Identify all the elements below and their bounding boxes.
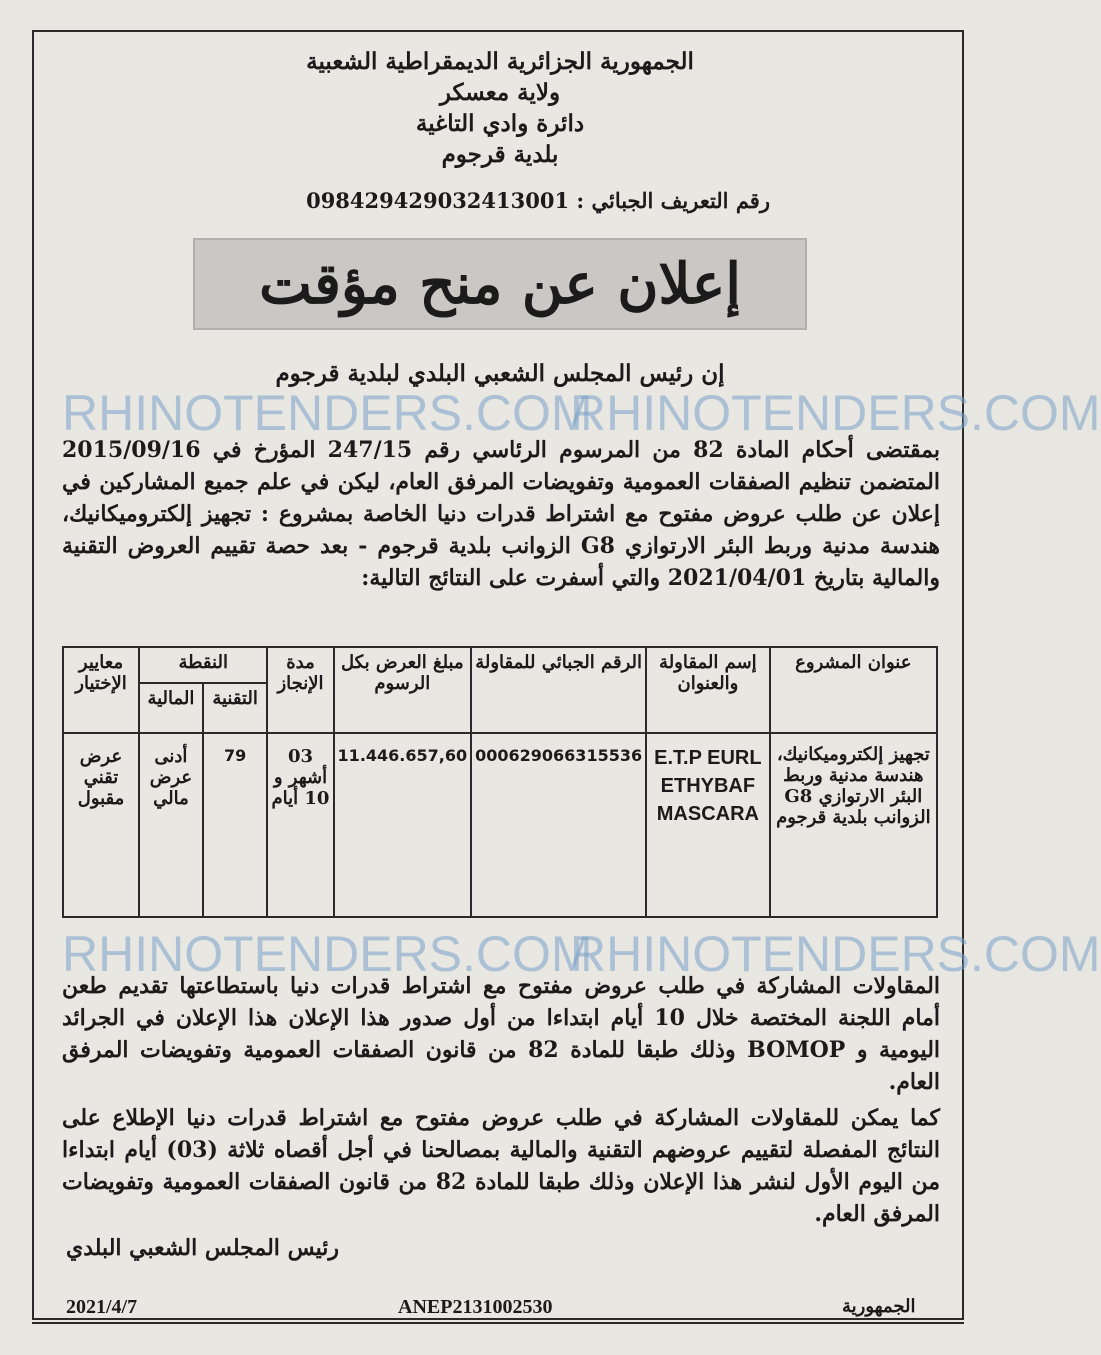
- announcement-subtitle: إن رئيس المجلس الشعبي البلدي لبلدية قرجوم: [275, 360, 725, 387]
- cell-project: تجهيز إلكتروميكانيك، هندسة مدنية وربط البئر الارتوازي G8 الزوانب بلدية قرجوم: [770, 733, 937, 917]
- cell-technical: 79: [203, 733, 268, 917]
- table-row: [63, 733, 937, 917]
- watermark: RHINOTENDERS.COM: [62, 926, 593, 982]
- header-wilaya: ولاية معسكر: [439, 79, 561, 106]
- col-header-project: عنوان المشروع: [770, 647, 937, 733]
- cell-duration: 03 أشهر و 10 أيام: [267, 733, 333, 917]
- col-header-score: النقطة: [139, 647, 267, 683]
- watermark: RHINOTENDERS.COM: [62, 385, 593, 441]
- cell-company: E.T.P EURL ETHYBAF MASCARA: [646, 733, 770, 917]
- footer-reference: ANEP2131002530: [398, 1296, 553, 1318]
- watermark: RHINOTENDERS.COM: [570, 385, 1101, 441]
- watermark: RHINOTENDERS.COM: [570, 926, 1101, 982]
- header-daira: دائرة وادي التاغية: [415, 110, 585, 137]
- tax-id: رقم التعريف الجبائي : 09842942903241300​1: [306, 188, 770, 213]
- col-header-amount: مبلغ العرض بكل الرسوم: [334, 647, 472, 733]
- col-header-technical: التقنية: [203, 683, 268, 733]
- footer-date: 2021/4/7: [66, 1296, 138, 1318]
- col-header-financial: المالية: [139, 683, 203, 733]
- footer-divider: [32, 1322, 964, 1324]
- cell-amount: 11.446.657,60: [334, 733, 472, 917]
- col-header-tax-number: الرقم الجبائي للمقاولة: [471, 647, 646, 733]
- col-header-duration: مدة الإنجاز: [267, 647, 333, 733]
- intro-paragraph: بمقتضى أحكام المادة 82 من المرسوم الرئاسي رقم 247/15 المؤرخ في 2015/09/16 المتضمن تنظيم الصفقات العمومية وتفويضات المرفق العام، ليكن في علم جميع المشاركين في إعلان عن طلب عروض مفتوح مع اشتراط قدرات دنيا الخاصة بمشروع : تجهيز إلكتروميكانيك، هندسة مدنية وربط البئر الارتوازي G8 الزوانب بلدية قرجوم - بعد حصة تقييم العروض التقنية والمالية بتاريخ 2021/04/01 والتي أسفرت على النتائج التالية:: [62, 437, 940, 591]
- appeal-paragraph: المقاولات المشاركة في طلب عروض مفتوح مع اشتراط قدرات دنيا باستطاعتها تقديم طعن أمام اللجنة المختصة خلال 10 أيام ابتداءا من أول صدور هذا الإعلان هذا الإعلان في الجرائد اليومية و BOMOP وذلك طبقا للمادة 82 من قانون الصفقات العمومية وتفويضات المرفق العام.: [62, 973, 941, 1095]
- header-block: [60, 46, 940, 170]
- announcement-title: إعلان عن منح مؤقت: [193, 238, 807, 330]
- header-commune: بلدية قرجوم: [441, 141, 559, 168]
- results-table: [62, 646, 938, 918]
- col-header-company: إسم المقاولة والعنوان: [646, 647, 770, 733]
- cell-financial: أدنى عرض مالي: [139, 733, 203, 917]
- consultation-paragraph: كما يمكن للمقاولات المشاركة في طلب عروض مفتوح مع اشتراط قدرات دنيا الإطلاع على النتائج المفصلة لتقييم عروضهم التقنية والمالية بمصالحنا في أجل أقصاه ثلاثة (03) أيام ابتداءا من اليوم الأول لنشر هذا الإعلان وذلك طبقا للمادة 82 من قانون الصفقات العمومية وتفويضات المرفق العام.: [62, 1105, 941, 1227]
- cell-tax-number: 000629066315536: [471, 733, 646, 917]
- header-country: الجمهورية الجزائرية الديمقراطية الشعبية: [306, 48, 694, 75]
- col-header-criteria: معايير الإختيار: [63, 647, 139, 733]
- footer-newspaper: الجمهورية: [842, 1296, 916, 1317]
- signature: رئيس المجلس الشعبي البلدي: [66, 1235, 340, 1261]
- cell-criteria: عرض تقني مقبول: [63, 733, 139, 917]
